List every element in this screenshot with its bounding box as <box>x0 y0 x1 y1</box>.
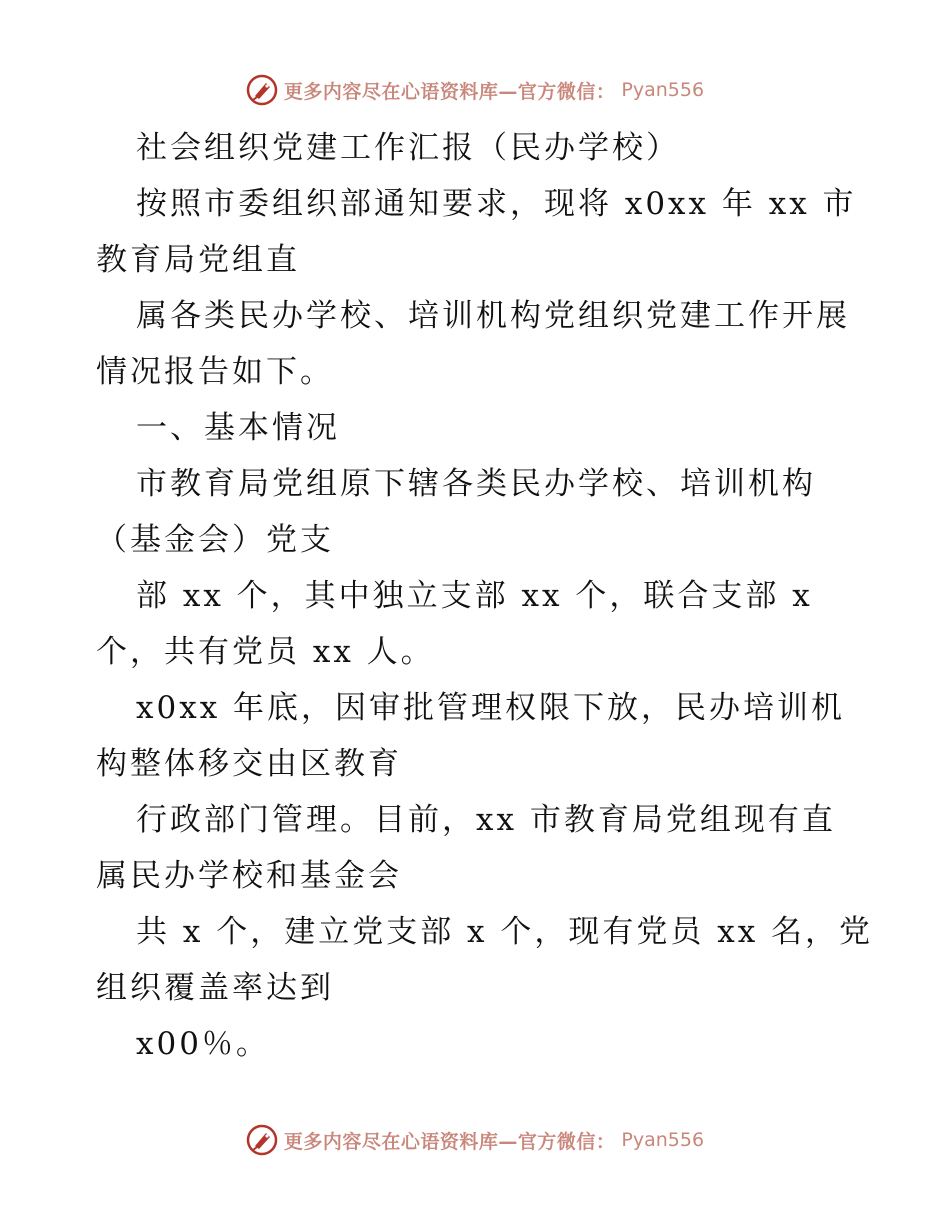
paragraph-line: 共 x 个，建立党支部 x 个，现有党员 xx 名，党 <box>136 914 874 950</box>
watermark-text: 更多内容尽在心语资料库—官方微信： <box>283 1130 616 1153</box>
watermark-banner-bottom <box>0 1120 950 1160</box>
paragraph-line: 属各类民办学校、培训机构党组织党建工作开展 <box>136 298 850 334</box>
paragraph-line: （基金会）党支 <box>96 522 334 558</box>
paragraph-line: 构整体移交由区教育 <box>96 746 402 782</box>
watermark-banner-top <box>0 70 950 110</box>
paragraph-line: 行政部门管理。目前，xx 市教育局党组现有直 <box>136 802 836 838</box>
pen-nib-seal-icon <box>246 1124 278 1156</box>
document-title: 社会组织党建工作汇报（民办学校） <box>136 130 680 166</box>
paragraph-line: 组织覆盖率达到 <box>96 970 334 1006</box>
watermark-contact: Pyan556 <box>621 1129 705 1151</box>
section-heading: 一、基本情况 <box>136 410 340 446</box>
paragraph-line: 教育局党组直 <box>96 242 300 278</box>
watermark-contact: Pyan556 <box>621 79 705 101</box>
document-body <box>96 120 874 1072</box>
paragraph-line: 个，共有党员 xx 人。 <box>96 634 435 670</box>
paragraph-line: 属民办学校和基金会 <box>96 858 402 894</box>
paragraph-line: 部 xx 个，其中独立支部 xx 个，联合支部 x <box>136 578 813 614</box>
paragraph-line: x0xx 年底，因审批管理权限下放，民办培训机 <box>136 690 846 726</box>
paragraph-line: x00％。 <box>136 1026 270 1062</box>
watermark-text: 更多内容尽在心语资料库—官方微信： <box>283 80 616 103</box>
paragraph-line: 情况报告如下。 <box>96 354 334 390</box>
paragraph-line: 按照市委组织部通知要求，现将 x0xx 年 xx 市 <box>136 186 857 222</box>
pen-nib-seal-icon <box>246 74 278 106</box>
paragraph-line: 市教育局党组原下辖各类民办学校、培训机构 <box>136 466 816 502</box>
